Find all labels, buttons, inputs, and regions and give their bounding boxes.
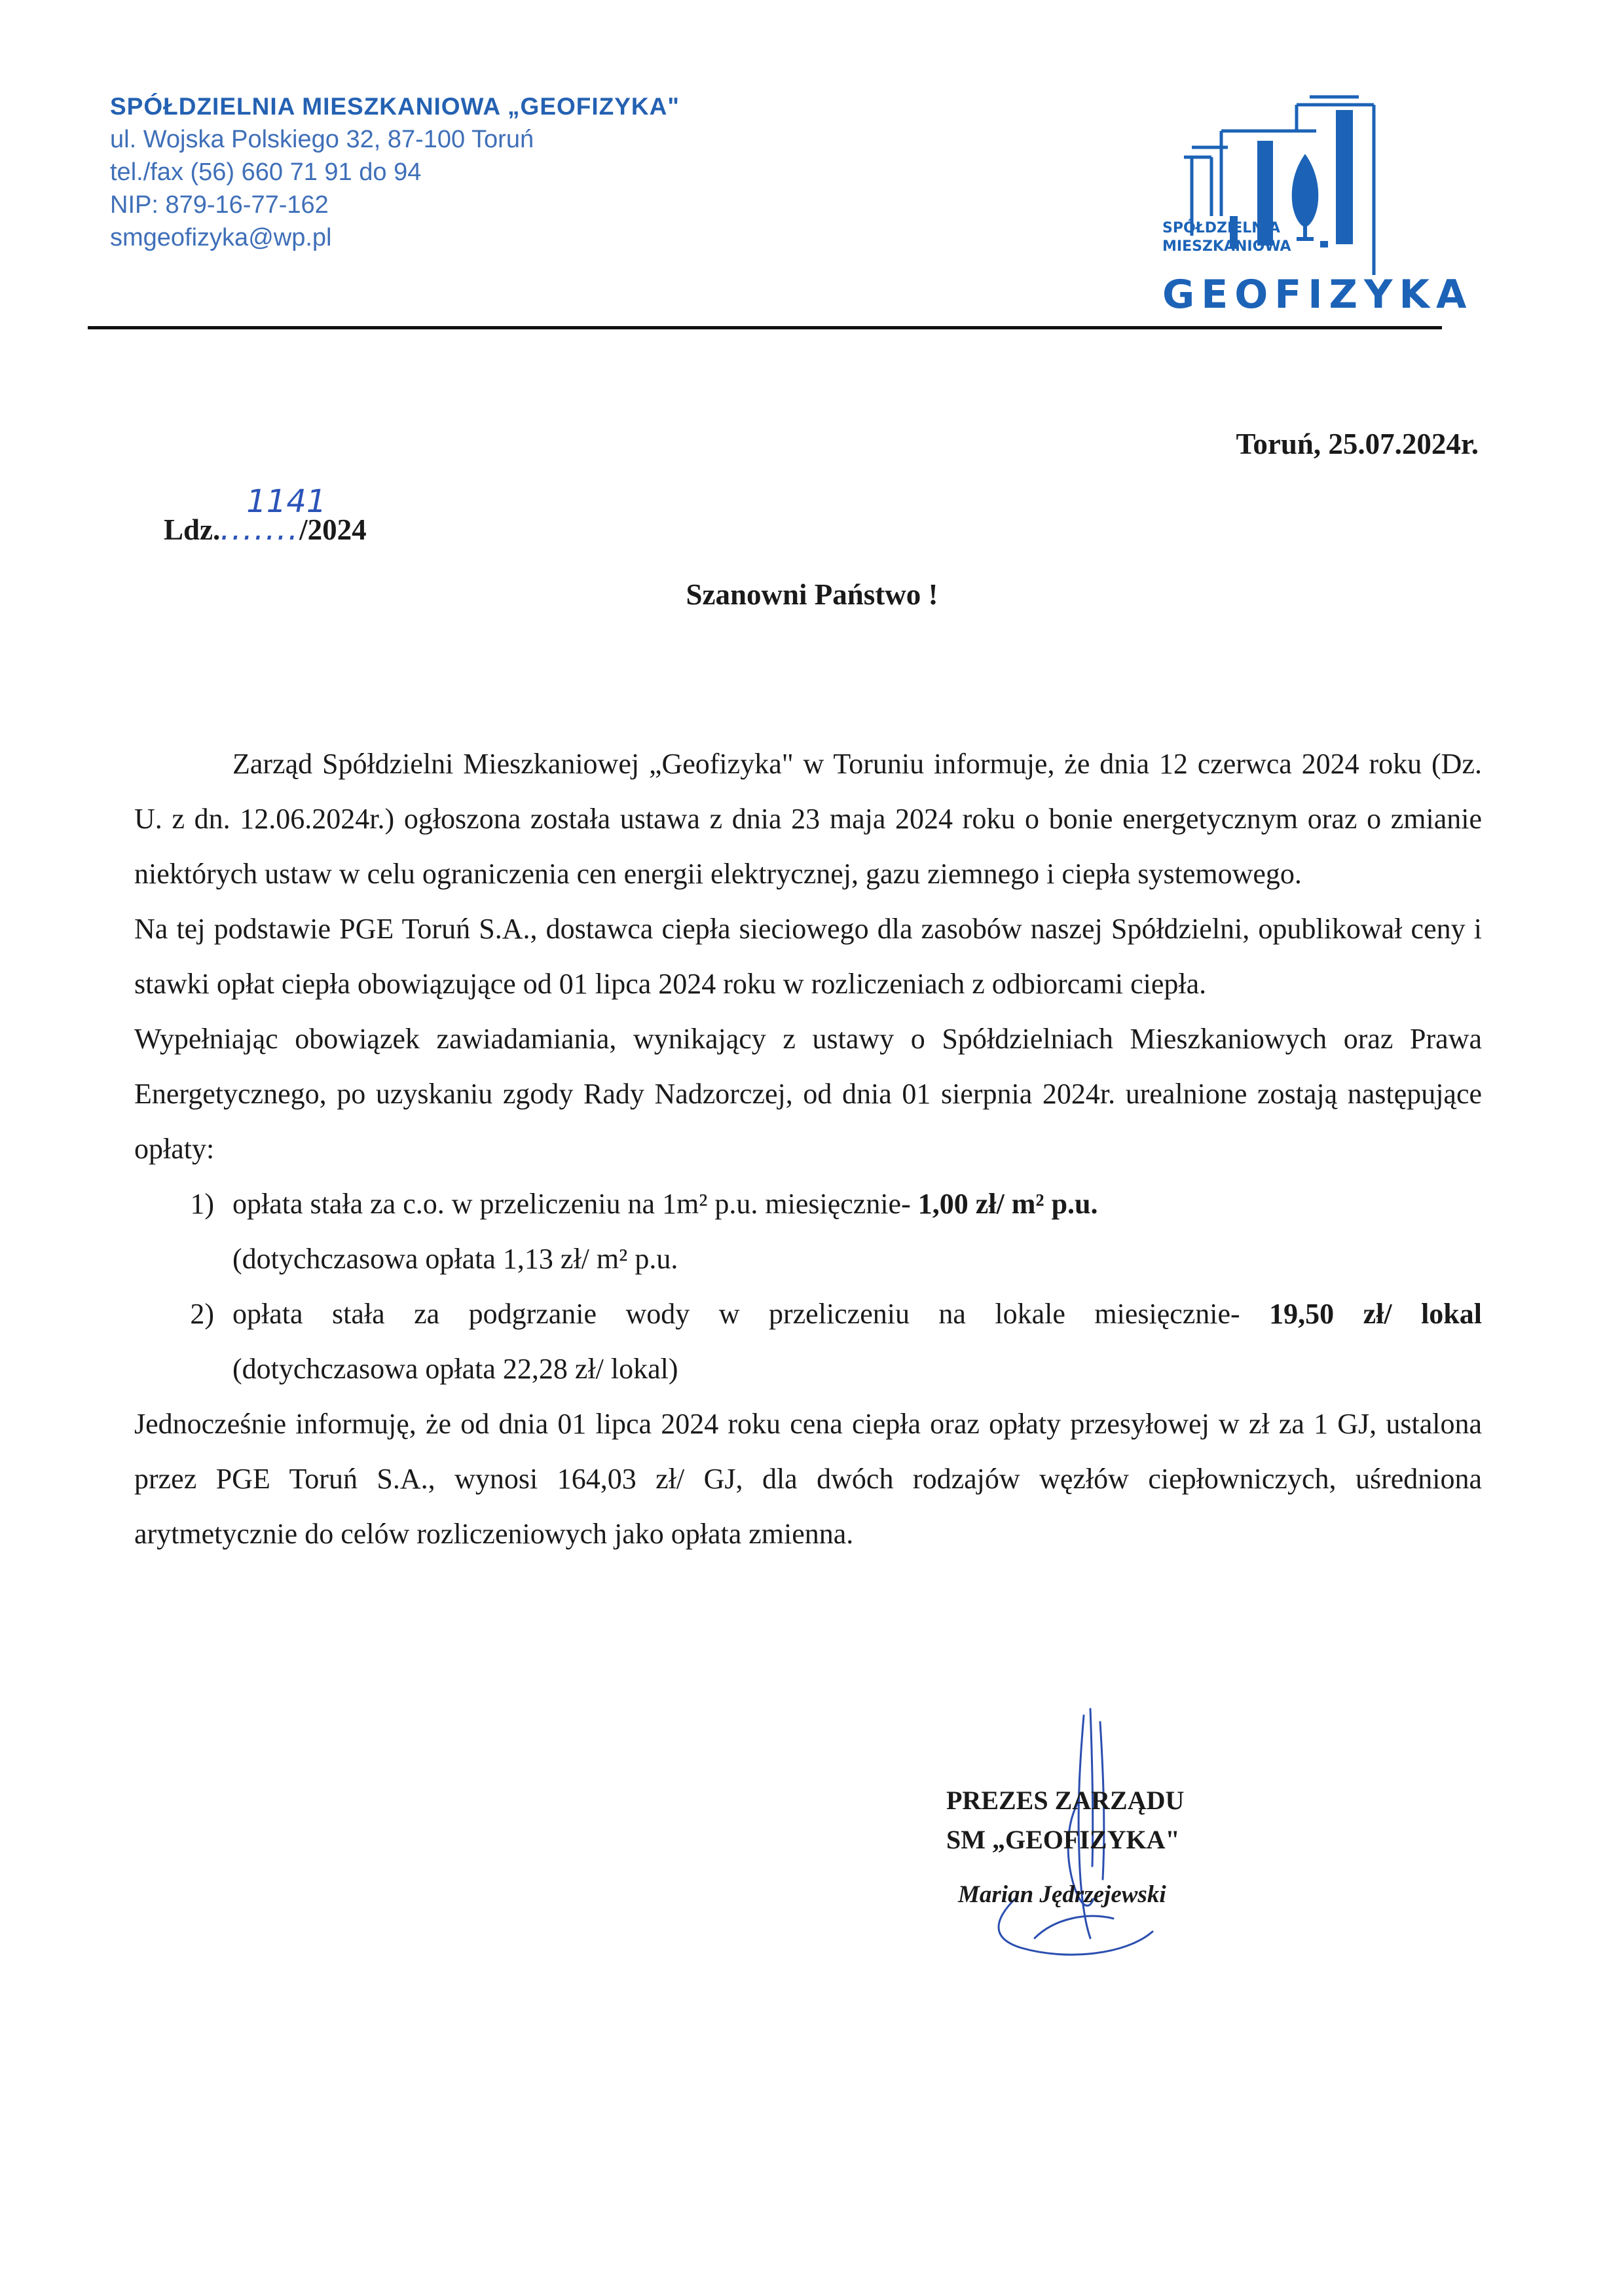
signatory-organization: SM „GEOFIZYKA" bbox=[946, 1825, 1180, 1854]
reference-dots: ....... bbox=[220, 511, 300, 547]
fee-description: opłata stała za c.o. w przeliczeniu na 1m² p.u. miesięcznie- bbox=[232, 1188, 918, 1220]
reference-handwritten-number: 1141 bbox=[246, 483, 327, 520]
previous-fee: (dotychczasowa opłata 1,13 zł/ m² p.u. bbox=[232, 1243, 678, 1275]
logo-line2: MIESZKANIOWA bbox=[1162, 238, 1291, 255]
list-item-text bbox=[232, 1287, 1482, 1342]
signature-block bbox=[946, 1781, 1313, 1915]
reference-number bbox=[164, 483, 367, 547]
paragraph-3: Wypełniając obowiązek zawiadamiania, wynikający z ustawy o Spółdzielniach Mieszkaniowych oraz Prawa Energetycznego, po uzyskaniu zgody Rady Nadzorczej, od dnia 01 sierpnia 2024r. urealnione zostają następujące opłaty: bbox=[134, 1023, 1482, 1165]
header-divider bbox=[88, 326, 1442, 329]
previous-fee: (dotychczasowa opłata 22,28 zł/ lokal) bbox=[232, 1353, 678, 1385]
letter-body bbox=[134, 737, 1482, 1562]
fee-value: 19,50 zł/ lokal bbox=[1269, 1298, 1482, 1330]
reference-suffix: /2024 bbox=[299, 513, 367, 546]
building-tree-logo-icon bbox=[1113, 92, 1473, 327]
list-item bbox=[134, 1177, 1482, 1232]
signatory-name: Marian Jędrzejewski bbox=[958, 1881, 1166, 1908]
org-name: SPÓŁDZIELNIA MIESZKANIOWA „GEOFIZYKA" bbox=[110, 93, 680, 120]
paragraph-4: Jednocześnie informuję, że od dnia 01 lipca 2024 roku cena ciepła oraz opłaty przesyłowej w zł za 1 GJ, ustalona przez PGE Toruń S.A., wynosi 164,03 zł/ GJ, dla dwóch rodzajów węzłów ciepłowniczych, uśredniona arytmetycznie do celów rozliczeniowych jako opłata zmienna. bbox=[134, 1408, 1482, 1550]
org-phone: tel./fax (56) 660 71 91 do 94 bbox=[110, 158, 422, 186]
org-nip: NIP: 879-16-77-162 bbox=[110, 191, 329, 219]
logo-line1: SPÓŁDZIELNIA bbox=[1162, 220, 1280, 236]
org-email: smgeofizyka@wp.pl bbox=[110, 224, 332, 251]
reference-handwritten bbox=[220, 483, 327, 547]
fee-description: opłata stała za podgrzanie wody w przeliczeniu na lokale miesięcznie- bbox=[232, 1298, 1270, 1330]
letterhead bbox=[110, 90, 699, 254]
salutation: Szanowni Państwo ! bbox=[686, 578, 938, 611]
letter-date: Toruń, 25.07.2024r. bbox=[1236, 428, 1479, 460]
list-item-number: 1) bbox=[190, 1188, 214, 1220]
paragraph-1: Zarząd Spółdzielni Mieszkaniowej „Geofizyka" w Toruniu informuje, że dnia 12 czerwca 2024 roku (Dz. U. z dn. 12.06.2024r.) ogłoszona została ustawa z dnia 23 maja 2024 roku o bonie energetycznym oraz o zmianie niektórych ustaw w celu ograniczenia cen energii elektrycznej, gazu ziemnego i ciepła systemowego. bbox=[134, 748, 1482, 890]
logo-wordmark: GEOFIZYKA bbox=[1162, 272, 1473, 318]
reference-prefix: Ldz. bbox=[164, 513, 221, 546]
paragraph-2: Na tej podstawie PGE Toruń S.A., dostawca ciepła sieciowego dla zasobów naszej Spółdzielni, opublikował ceny i stawki opłat ciepła obowiązujące od 01 lipca 2024 roku w rozliczeniach z odbiorcami ciepła. bbox=[134, 913, 1482, 1000]
signatory-title: PREZES ZARZĄDU bbox=[946, 1786, 1185, 1815]
list-item-number: 2) bbox=[190, 1298, 214, 1330]
list-item bbox=[134, 1287, 1482, 1342]
org-address: ul. Wojska Polskiego 32, 87-100 Toruń bbox=[110, 126, 534, 153]
fee-value: 1,00 zł/ m² p.u. bbox=[917, 1188, 1098, 1220]
list-item-text bbox=[232, 1177, 1482, 1232]
